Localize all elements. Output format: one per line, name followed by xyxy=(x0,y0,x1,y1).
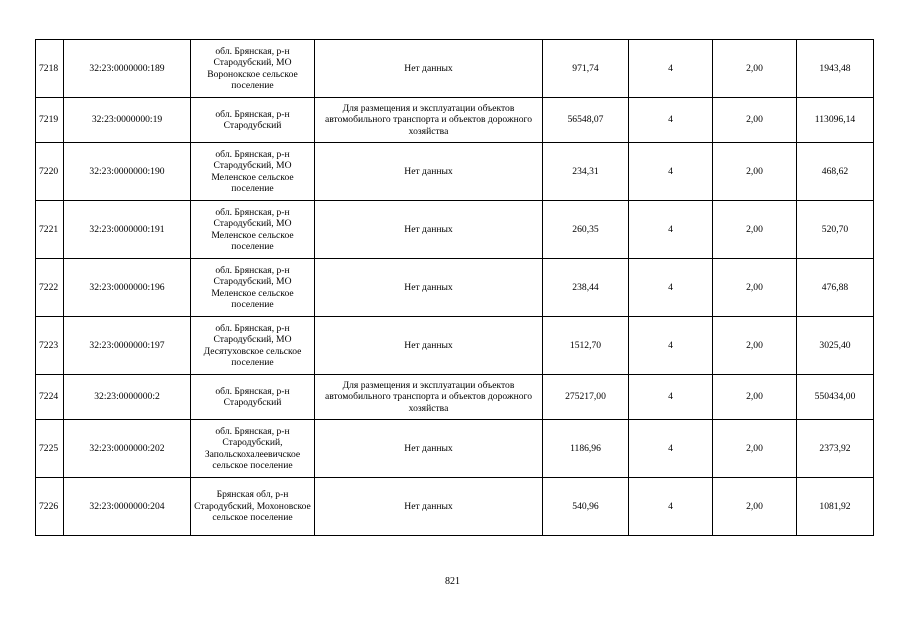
row-number-cell: 7226 xyxy=(36,478,64,536)
coefficient-cell: 2,00 xyxy=(713,420,797,478)
address-cell: Брянская обл, р-н Стародубский, Мохоновское сельское поселение xyxy=(191,478,315,536)
row-number-cell: 7219 xyxy=(36,98,64,143)
area-cell: 1186,96 xyxy=(543,420,629,478)
area-cell: 56548,07 xyxy=(543,98,629,143)
table-row xyxy=(36,40,874,98)
group-cell: 4 xyxy=(629,40,713,98)
amount-cell: 113096,14 xyxy=(797,98,874,143)
permitted-use-cell: Нет данных xyxy=(315,478,543,536)
area-cell: 1512,70 xyxy=(543,317,629,375)
land-register-table xyxy=(35,39,874,536)
area-cell: 234,31 xyxy=(543,143,629,201)
amount-cell: 1943,48 xyxy=(797,40,874,98)
permitted-use-cell: Нет данных xyxy=(315,40,543,98)
table-row xyxy=(36,420,874,478)
address-cell: обл. Брянская, р-н Стародубский, Запольскохалеевичское сельское поселение xyxy=(191,420,315,478)
coefficient-cell: 2,00 xyxy=(713,98,797,143)
area-cell: 238,44 xyxy=(543,259,629,317)
table-row xyxy=(36,317,874,375)
cadastral-number-cell: 32:23:0000000:189 xyxy=(64,40,191,98)
group-cell: 4 xyxy=(629,98,713,143)
amount-cell: 3025,40 xyxy=(797,317,874,375)
address-cell: обл. Брянская, р-н Стародубский, МО Меленское сельское поселение xyxy=(191,201,315,259)
group-cell: 4 xyxy=(629,420,713,478)
cadastral-number-cell: 32:23:0000000:190 xyxy=(64,143,191,201)
permitted-use-cell: Для размещения и эксплуатации объектов автомобильного транспорта и объектов дорожного хозяйства xyxy=(315,98,543,143)
address-cell: обл. Брянская, р-н Стародубский xyxy=(191,375,315,420)
cadastral-number-cell: 32:23:0000000:2 xyxy=(64,375,191,420)
row-number-cell: 7221 xyxy=(36,201,64,259)
row-number-cell: 7222 xyxy=(36,259,64,317)
coefficient-cell: 2,00 xyxy=(713,478,797,536)
coefficient-cell: 2,00 xyxy=(713,40,797,98)
amount-cell: 520,70 xyxy=(797,201,874,259)
cadastral-number-cell: 32:23:0000000:196 xyxy=(64,259,191,317)
amount-cell: 468,62 xyxy=(797,143,874,201)
area-cell: 260,35 xyxy=(543,201,629,259)
group-cell: 4 xyxy=(629,201,713,259)
table-row xyxy=(36,375,874,420)
page-number: 821 xyxy=(445,576,460,587)
group-cell: 4 xyxy=(629,143,713,201)
coefficient-cell: 2,00 xyxy=(713,201,797,259)
cadastral-number-cell: 32:23:0000000:197 xyxy=(64,317,191,375)
table-row xyxy=(36,98,874,143)
address-cell: обл. Брянская, р-н Стародубский, МО Воронокское сельское поселение xyxy=(191,40,315,98)
permitted-use-cell: Для размещения и эксплуатации объектов автомобильного транспорта и объектов дорожного хозяйства xyxy=(315,375,543,420)
address-cell: обл. Брянская, р-н Стародубский, МО Меленское сельское поселение xyxy=(191,259,315,317)
address-cell: обл. Брянская, р-н Стародубский xyxy=(191,98,315,143)
table-row xyxy=(36,201,874,259)
coefficient-cell: 2,00 xyxy=(713,317,797,375)
row-number-cell: 7223 xyxy=(36,317,64,375)
area-cell: 540,96 xyxy=(543,478,629,536)
area-cell: 971,74 xyxy=(543,40,629,98)
group-cell: 4 xyxy=(629,317,713,375)
row-number-cell: 7225 xyxy=(36,420,64,478)
table-row xyxy=(36,143,874,201)
row-number-cell: 7224 xyxy=(36,375,64,420)
coefficient-cell: 2,00 xyxy=(713,259,797,317)
cadastral-number-cell: 32:23:0000000:202 xyxy=(64,420,191,478)
group-cell: 4 xyxy=(629,375,713,420)
coefficient-cell: 2,00 xyxy=(713,375,797,420)
area-cell: 275217,00 xyxy=(543,375,629,420)
table-row xyxy=(36,259,874,317)
permitted-use-cell: Нет данных xyxy=(315,143,543,201)
amount-cell: 1081,92 xyxy=(797,478,874,536)
permitted-use-cell: Нет данных xyxy=(315,317,543,375)
permitted-use-cell: Нет данных xyxy=(315,259,543,317)
table-row xyxy=(36,478,874,536)
amount-cell: 476,88 xyxy=(797,259,874,317)
amount-cell: 550434,00 xyxy=(797,375,874,420)
cadastral-number-cell: 32:23:0000000:191 xyxy=(64,201,191,259)
group-cell: 4 xyxy=(629,259,713,317)
address-cell: обл. Брянская, р-н Стародубский, МО Меленское сельское поселение xyxy=(191,143,315,201)
group-cell: 4 xyxy=(629,478,713,536)
row-number-cell: 7218 xyxy=(36,40,64,98)
address-cell: обл. Брянская, р-н Стародубский, МО Десятуховское сельское поселение xyxy=(191,317,315,375)
permitted-use-cell: Нет данных xyxy=(315,420,543,478)
amount-cell: 2373,92 xyxy=(797,420,874,478)
coefficient-cell: 2,00 xyxy=(713,143,797,201)
cadastral-number-cell: 32:23:0000000:204 xyxy=(64,478,191,536)
permitted-use-cell: Нет данных xyxy=(315,201,543,259)
row-number-cell: 7220 xyxy=(36,143,64,201)
cadastral-number-cell: 32:23:0000000:19 xyxy=(64,98,191,143)
